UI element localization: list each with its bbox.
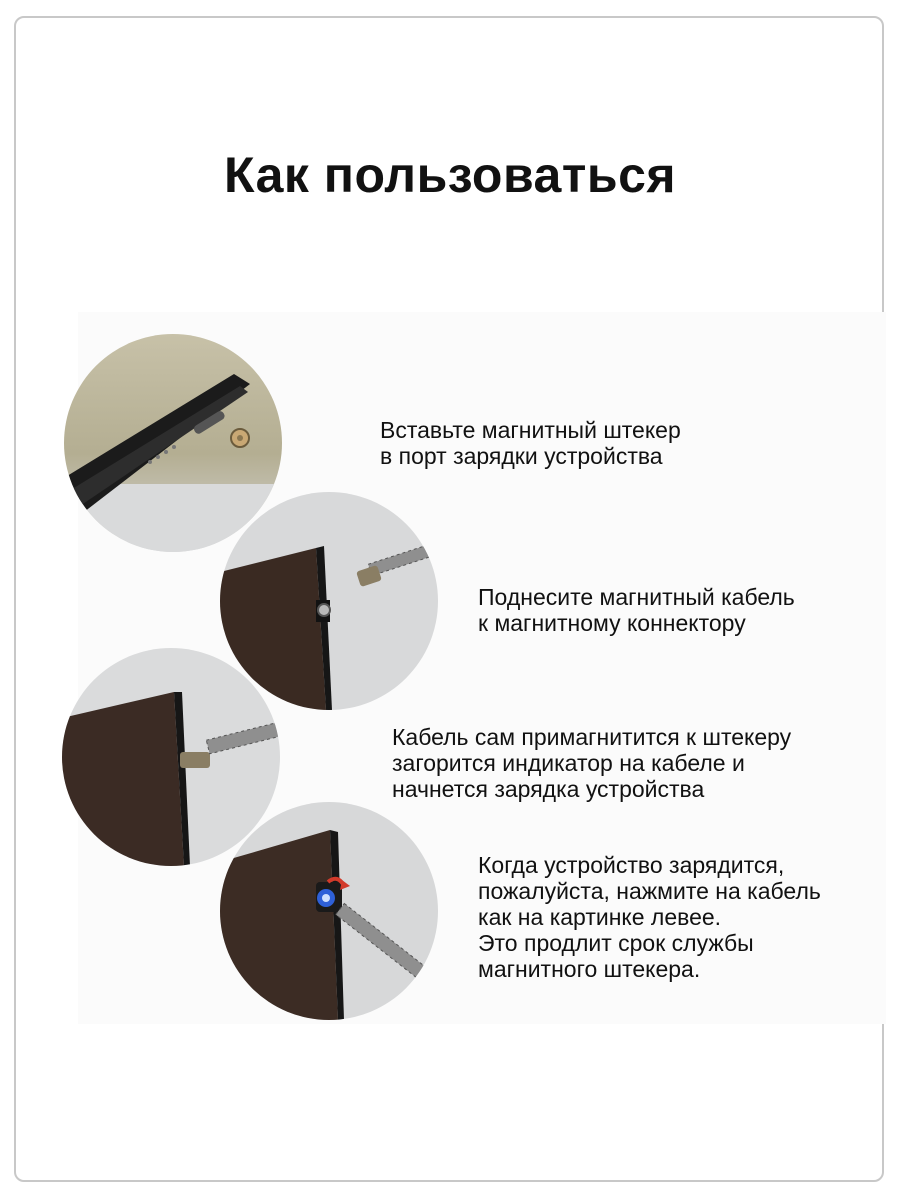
step-4-photo <box>220 802 438 1020</box>
step-2-photo <box>220 492 438 710</box>
step-3-text: Кабель сам примагнитится к штекеру загорится индикатор на кабеле и начнется зарядка устройства <box>392 724 792 802</box>
step-1-photo <box>64 334 282 552</box>
step-2-text: Поднесите магнитный кабель к магнитному коннектору <box>478 584 795 636</box>
step-1-text: Вставьте магнитный штекер в порт зарядки устройства <box>380 417 681 469</box>
step-3-photo <box>62 648 280 866</box>
step-4-text: Когда устройство зарядится, пожалуйста, нажмите на кабель как на картинке левее. Это продлит срок службы магнитного штекера. <box>478 852 821 982</box>
page-title: Как пользоваться <box>223 147 677 203</box>
